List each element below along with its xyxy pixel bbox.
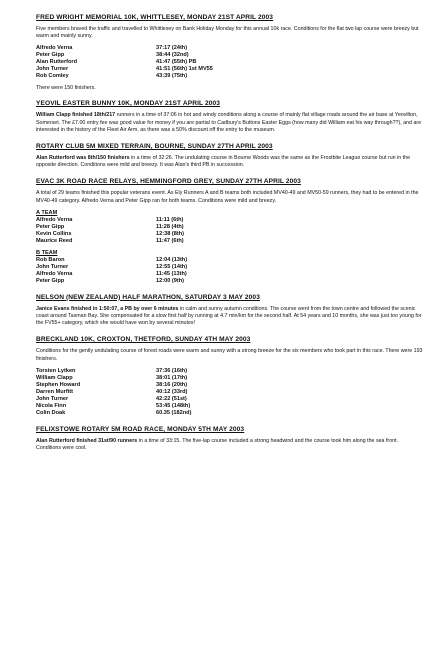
team-heading: A TEAM bbox=[36, 209, 58, 216]
runner-time: 38:16 (20th) bbox=[156, 381, 188, 388]
section-lead: Alan Rutterford finished 31st/90 runners bbox=[36, 437, 138, 444]
runner-name: Rob Baron bbox=[36, 256, 65, 263]
section-body: in a time of 32:26. The undulating course in Bourne Woods was the same as the Frostbite League course but run in the opposite direction. Conditions were mild and breezy. It was Alan's third PB in succession. bbox=[36, 155, 411, 169]
runner-name: John Turner bbox=[36, 395, 69, 402]
runner-time: 41:51 (56th) 1st MV55 bbox=[156, 66, 213, 73]
results-table bbox=[36, 45, 423, 80]
runner-time: 42:22 (51st) bbox=[156, 395, 187, 402]
runner-name: Alfredo Verna bbox=[36, 45, 73, 52]
result-row bbox=[36, 396, 423, 403]
runner-name: Alfredo Verna bbox=[36, 270, 73, 277]
section-text bbox=[36, 438, 423, 452]
runner-time: 11:47 (6th) bbox=[156, 237, 184, 244]
result-row bbox=[36, 403, 423, 410]
section-text bbox=[36, 306, 423, 328]
runner-time: 37:17 (24th) bbox=[156, 45, 188, 52]
section-text: A total of 29 teams finished this popular veterans event. As Ely Runners A and B teams both included MV40-49 and MV50-59 runners, they had to be entered in the MV40-49 category. Alfredo Verna and Peter Gipp ran for both teams. Conditions were mild and breezy. bbox=[36, 190, 419, 204]
result-row bbox=[36, 52, 423, 59]
runner-time: 38:01 (17th) bbox=[156, 374, 188, 381]
result-row bbox=[36, 278, 423, 285]
section-lead: Janice Evans finished in 1:50:07, a PB by over 6 minutes bbox=[36, 305, 179, 312]
results-table bbox=[36, 257, 423, 285]
section-text: Five members braved the traffic and travelled to Whittlesey on Bank Holiday Monday for this annual 10k race. Conditions for the flat two lap course were breezy but warm and mainly sunny. bbox=[36, 26, 419, 40]
section-title: ROTARY CLUB 5M MIXED TERRAIN, BOURNE, SUNDAY 27TH APRIL 2003 bbox=[36, 143, 273, 151]
result-row bbox=[36, 264, 423, 271]
runner-name: Peter Gipp bbox=[36, 223, 65, 230]
section-lead: Alan Rutterford was 8th/150 finishers bbox=[36, 155, 130, 162]
runner-time: 12:00 (9th) bbox=[156, 277, 184, 284]
section-title: FELIXSTOWE ROTARY 5M ROAD RACE, MONDAY 5TH MAY 2003 bbox=[36, 425, 245, 433]
results-table bbox=[36, 368, 423, 417]
section-lead: William Clapp finished 18th/217 bbox=[36, 112, 116, 119]
section-title: BRECKLAND 10K, CROXTON, THETFORD, SUNDAY 4TH MAY 2003 bbox=[36, 336, 251, 344]
runner-time: 41:47 (55th) PB bbox=[156, 59, 197, 66]
runner-time: 11:28 (4th) bbox=[156, 223, 184, 230]
result-row bbox=[36, 257, 423, 264]
result-row bbox=[36, 410, 423, 417]
team-heading: B TEAM bbox=[36, 249, 58, 256]
runner-name: Kevin Collins bbox=[36, 230, 72, 237]
runner-name: Torsten Lytken bbox=[36, 367, 76, 374]
finishers-note: There were 150 finishers. bbox=[36, 85, 96, 92]
runner-time: 60.35 (182nd) bbox=[156, 409, 192, 416]
section-title: YEOVIL EASTER BUNNY 10K, MONDAY 21ST APRIL 2003 bbox=[36, 100, 221, 108]
section-title: FRED WRIGHT MEMORIAL 10K, WHITTLESEY, MONDAY 21ST APRIL 2003 bbox=[36, 14, 274, 21]
result-row bbox=[36, 271, 423, 278]
section-body: in a time of 33:15. The five-lap course included a strong headwind and the course took him along the sea front. Conditions were cool. bbox=[36, 437, 399, 452]
runner-name: Darren Murfitt bbox=[36, 388, 73, 395]
runner-time: 12:38 (8th) bbox=[156, 230, 184, 237]
runner-time: 40:12 (33rd) bbox=[156, 388, 188, 395]
section-body: in calm and sunny autumn conditions. The course went from the town centre and followed the scenic coast around Tasman Bay. She compensated for a slow first half by running at 4.7 min/km for the second half. At 54 years and 10 months, she was just too young for the FV55+ category, which she would have won by several minutes! bbox=[36, 305, 422, 327]
runner-time: 12:04 (13th) bbox=[156, 256, 188, 263]
runner-time: 53:45 (148th) bbox=[156, 402, 191, 409]
result-row bbox=[36, 375, 423, 382]
result-row bbox=[36, 217, 423, 224]
runner-time: 43:39 (75th) bbox=[156, 73, 188, 80]
result-row bbox=[36, 66, 423, 73]
result-row bbox=[36, 382, 423, 389]
result-row bbox=[36, 224, 423, 231]
runner-name: William Clapp bbox=[36, 374, 73, 381]
result-row bbox=[36, 238, 423, 245]
runner-time: 11:11 (6th) bbox=[156, 216, 184, 223]
runner-name: Alfredo Verna bbox=[36, 216, 73, 223]
runner-time: 11:45 (13th) bbox=[156, 270, 187, 277]
section-title: NELSON (NEW ZEALAND) HALF MARATHON, SATURDAY 3 MAY 2003 bbox=[36, 293, 260, 301]
result-row bbox=[36, 73, 423, 80]
result-row bbox=[36, 389, 423, 396]
runner-name: Nicola Finn bbox=[36, 402, 67, 409]
runner-name: Peter Gipp bbox=[36, 52, 65, 59]
runner-time: 37:36 (16th) bbox=[156, 367, 188, 374]
runner-name: Peter Gipp bbox=[36, 277, 65, 284]
runner-name: Stephen Howard bbox=[36, 381, 81, 388]
result-row bbox=[36, 231, 423, 238]
result-row bbox=[36, 59, 423, 66]
result-row bbox=[36, 368, 423, 375]
runner-name: Colin Doak bbox=[36, 409, 66, 416]
section-title: EVAC 3K ROAD RACE RELAYS, HEMMINGFORD GREY, SUNDAY 27TH APRIL 2003 bbox=[36, 178, 301, 186]
runner-name: John Turner bbox=[36, 66, 69, 73]
runner-time: 12:55 (14th) bbox=[156, 263, 188, 270]
runner-name: John Turner bbox=[36, 263, 69, 270]
results-table bbox=[36, 217, 423, 245]
section-text bbox=[36, 155, 423, 169]
runner-time: 38:44 (32nd) bbox=[156, 52, 189, 59]
runner-name: Maurice Reed bbox=[36, 237, 73, 244]
section-text: Conditions for the gently undulating course of forest roads were warm and sunny with a strong breeze for the six members who took part in this race. There were 193 finishers. bbox=[36, 348, 423, 362]
runner-name: Rob Comley bbox=[36, 73, 69, 80]
section-text bbox=[36, 112, 423, 134]
section-body: runners in a time of 37:06 in hot and windy conditions along a course of mainly flat village roads around the air base at Yeovilton, Somerset. The £7.00 entry fee was good value for money if you are partial to Cadbury's Buttons Easter Eggs (how many did William eat his way through??), and are interested in the history of the Fleet Air Arm, as there was a 50% discount off the entry to the museum. bbox=[36, 112, 422, 133]
runner-name: Alan Rutterford bbox=[36, 59, 78, 66]
result-row bbox=[36, 45, 423, 52]
